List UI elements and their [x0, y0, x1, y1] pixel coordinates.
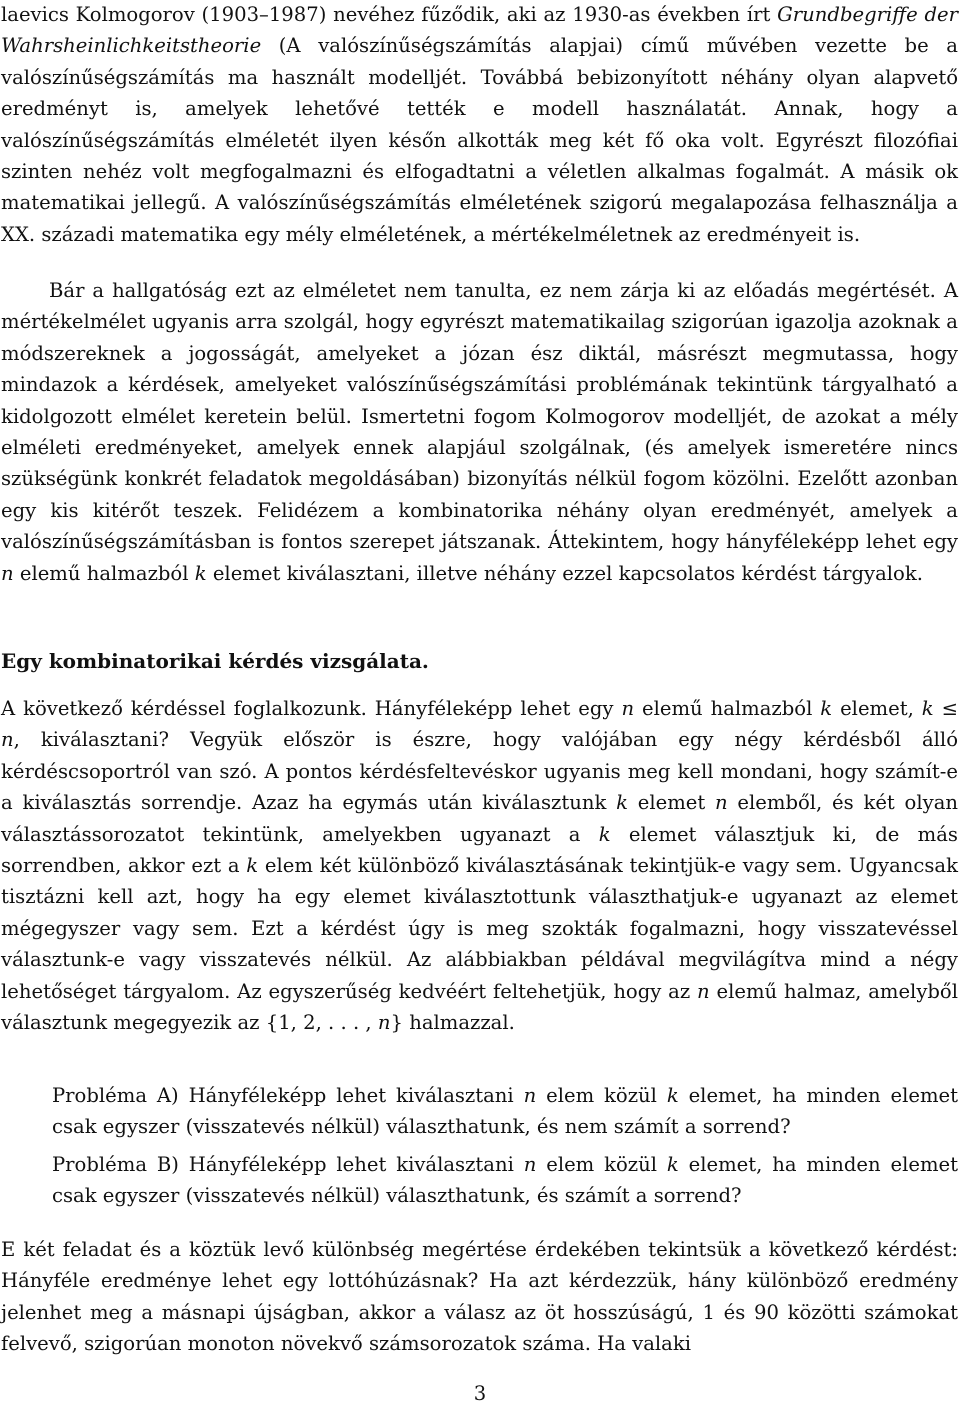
text-run: elemet, ha minden elemet csak egyszer (visszatevés nélkül) választhatunk, és nem számít a sorrend?: [52, 1084, 959, 1139]
text-run: elem közül: [536, 1153, 667, 1176]
math-var: k: [598, 822, 611, 846]
problem-b: [52, 1149, 958, 1212]
text-run: laevics Kolmogorov (1903–1987) nevéhez fűződik, aki az 1930-as években írt: [1, 3, 778, 26]
text-run: elemet kiválasztani, illetve néhány ezzel kapcsolatos kérdést tárgyalok.: [206, 561, 923, 585]
math-operator: ≤: [933, 697, 958, 720]
math-var: k: [820, 697, 833, 720]
text-run: elemű halmaz, amelyből választunk megegyezik az {1, 2, . . . ,: [1, 979, 958, 1035]
math-var: n: [1, 561, 14, 585]
text-run: elemet, ha minden elemet csak egyszer (visszatevés nélkül) választhatunk, és számít a sorrend?: [52, 1153, 959, 1208]
math-var: n: [1, 728, 14, 752]
text-run: Bár a hallgatóság ezt az elméletet nem tanulta, ez nem zárja ki az előadás megértését. A mértékelmélet ugyanis arra szolgál, hogy egyrészt matematikailag szigorúan igazolja azoknak a módszereknek a jogosságát, amelyeket a józan ész diktál, másrészt megmutassa, hogy mindazok a kérdések, amelyeket valószínűségszámítási problémának tekintünk tárgyalható a kidolgozott elmélet keretein belül. Ismertetni fogom Kolmogorov modelljét, de azokat a mély elméleti eredményeket, amelyek ennek alapjául szolgálnak, (és amelyek ismeretére nincs szükségünk konkrét feladatok megoldásában) bizonyítás nélkül fogom közölni. Ezelőtt azonban egy kis kitérőt teszek. Felidézem a kombinatorika néhány olyan eredményét, amelyek a valószínűségszámításban is fontos szerepet játszanak. Áttekintem, hogy hányféleképp lehet egy: [1, 279, 958, 554]
problem-a: [52, 1080, 958, 1143]
text-run: } halmazzal.: [390, 1011, 515, 1035]
math-var: k: [616, 791, 628, 815]
math-var: k: [246, 854, 259, 878]
text-run: Probléma A) Hányféleképp lehet kiválasztani: [52, 1084, 524, 1107]
math-var: n: [523, 1084, 537, 1107]
paragraph-intro: [1, 0, 958, 250]
text-run: elem közül: [536, 1084, 667, 1107]
math-var: n: [697, 979, 710, 1003]
text-run: (A valószínűségszámítás alapjai) című művében vezette be a valószínűségszámítás ma használt modelljét. Továbbá bebizonyított néhány olyan alapvető eredményt is, amelyek lehetővé tették e modell használatát. Annak, hogy a valószínűségszámítás elméletét ilyen későn alkották meg két fő oka volt. Egyrészt filozófiai szinten nehéz volt megfogalmazni és elfogadtatni a véletlen alkalmas fogalmát. A másik ok matematikai jellegű. A valószínűségszámítás elméletének szigorú megalapozása felhasználja a XX. századi matematika egy mély elméletének, a mértékelméletnek az eredményeit is.: [1, 34, 958, 246]
text-run: elemet választjuk ki, de más sorrendben, akkor ezt a: [1, 822, 958, 878]
text-run: elemű halmazból: [13, 561, 195, 585]
text-run: elemet: [628, 791, 716, 815]
paragraph-measure-theory: [1, 275, 958, 589]
math-var: n: [377, 1011, 391, 1035]
paragraph-combinatorics: [1, 693, 958, 1038]
book-title: Grundbegriffe der Wahrsheinlichkeitstheorie: [1, 3, 958, 58]
math-var: n: [523, 1153, 537, 1176]
text-run: A következő kérdéssel foglalkozunk. Hányféleképp lehet egy: [1, 697, 622, 720]
math-var: k: [194, 561, 207, 585]
text-run: elemű halmazból: [634, 697, 821, 720]
math-var: n: [621, 697, 635, 720]
text-run: elemből, és két olyan választássorozatot tekintünk, amelyekben ugyanazt a: [1, 791, 958, 846]
text-run: Probléma B) Hányféleképp lehet kiválasztani: [52, 1153, 524, 1176]
section-heading: Egy kombinatorikai kérdés vizsgálata.: [1, 649, 429, 673]
text-run: elemet,: [832, 697, 922, 720]
text-run: , kiválasztani? Vegyük először is észre, hogy valójában egy négy kérdésből álló kérdéscsoportról van szó. A pontos kérdésfeltevéskor ugyanis meg kell mondani, hogy számít-e a kiválasztás sorrendje. Azaz ha egymás után kiválasztunk: [1, 728, 958, 815]
math-var: k: [666, 1084, 679, 1107]
math-var: k: [666, 1153, 679, 1176]
math-var: k: [921, 697, 934, 720]
page-number: 3: [473, 1382, 487, 1405]
paragraph-lottery: E két feladat és a köztük levő különbség megértése érdekében tekintsük a következő kérdést: Hányféle eredménye lehet egy lottóhúzásnak? Ha azt kérdezzük, hány különböző eredmény jelenhet meg a másnapi újságban, akkor a válasz az öt hosszúságú, 1 és 90 közötti számokat felvevő, szigorúan monoton növekvő számsorozatok száma. Ha valaki: [1, 1238, 958, 1356]
math-var: n: [715, 791, 728, 815]
text-run: elem két különböző kiválasztásának tekintjük-e vagy sem. Ugyancsak tisztázni kell azt, hogy ha egy elemet kiválasztottunk választhatjuk-e ugyanazt az elemet mégegyszer vagy sem. Ezt a kérdést úgy is meg szokták fogalmazni, hogy visszatevéssel választunk-e vagy visszatevés nélkül. Az alábbiakban példával megvilágítva mind a négy lehetőséget tárgyalom. Az egyszerűség kedvéért feltehetjük, hogy az: [1, 854, 958, 1003]
